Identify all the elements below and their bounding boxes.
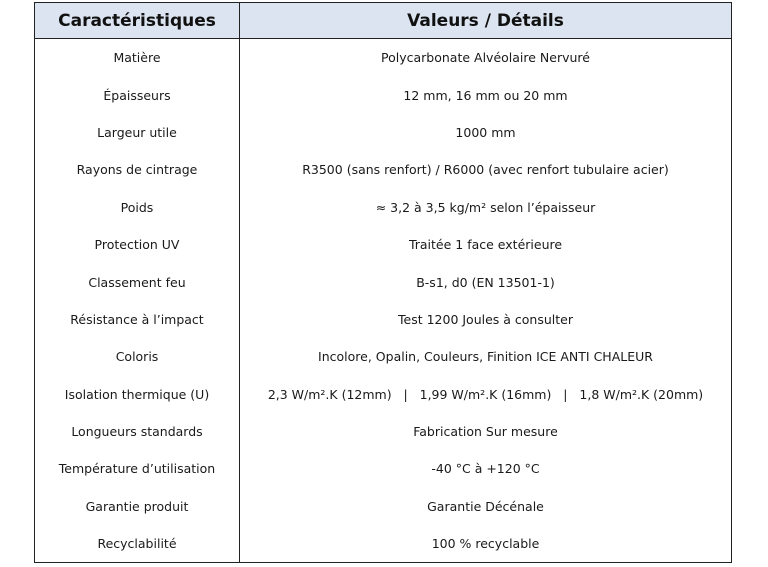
row-value: 100 % recyclable (431, 536, 540, 552)
row-characteristic: Épaisseurs (35, 76, 240, 113)
row-value: Fabrication Sur mesure (413, 424, 558, 440)
row-characteristic: Protection UV (35, 226, 240, 263)
row-characteristic: Garantie produit (35, 488, 240, 525)
row-characteristic: Coloris (35, 338, 240, 375)
header-values-details: Valeurs / Détails (240, 3, 732, 39)
row-characteristic: Résistance à l’impact (35, 301, 240, 338)
table-header (35, 3, 732, 39)
row-characteristic: Classement feu (35, 263, 240, 300)
row-value: Test 1200 Joules à consulter (398, 311, 573, 327)
row-characteristic: Largeur utile (35, 114, 240, 151)
row-value: R3500 (sans renfort) / R6000 (avec renfort tubulaire acier) (302, 162, 669, 178)
table-body (35, 39, 732, 563)
row-characteristic: Poids (35, 189, 240, 226)
header-row (35, 3, 732, 39)
table-row (35, 39, 732, 77)
row-value: 2,3 W/m².K (12mm) | 1,99 W/m².K (16mm) | 1,8 W/m².K (20mm) (267, 386, 704, 402)
table-row (35, 151, 732, 188)
row-value: Traitée 1 face extérieure (408, 237, 563, 253)
row-characteristic: Recyclabilité (35, 525, 240, 563)
row-value: -40 °C à +120 °C (431, 461, 540, 477)
row-characteristic: Température d’utilisation (35, 450, 240, 487)
row-value: Garantie Décénale (427, 498, 544, 514)
table-row (35, 189, 732, 226)
table-row (35, 114, 732, 151)
table-row (35, 226, 732, 263)
row-value: 1000 mm (455, 124, 516, 140)
row-characteristic: Longueurs standards (35, 413, 240, 450)
table-row (35, 450, 732, 487)
row-characteristic: Matière (35, 39, 240, 77)
table-row (35, 376, 732, 413)
table-row (35, 488, 732, 525)
row-value: 12 mm, 16 mm ou 20 mm (403, 87, 568, 103)
row-characteristic: Rayons de cintrage (35, 151, 240, 188)
row-value: B-s1, d0 (EN 13501-1) (416, 274, 555, 290)
table-row (35, 301, 732, 338)
specifications-table (34, 2, 732, 563)
header-characteristics: Caractéristiques (35, 3, 240, 39)
table-row (35, 525, 732, 563)
table-row (35, 413, 732, 450)
table-row (35, 338, 732, 375)
row-value: Polycarbonate Alvéolaire Nervuré (381, 50, 590, 66)
table-row (35, 76, 732, 113)
row-characteristic: Isolation thermique (U) (35, 376, 240, 413)
row-value: Incolore, Opalin, Couleurs, Finition ICE ANTI CHALEUR (318, 349, 653, 365)
table-row (35, 263, 732, 300)
row-value: ≈ 3,2 à 3,5 kg/m² selon l’épaisseur (375, 199, 596, 215)
